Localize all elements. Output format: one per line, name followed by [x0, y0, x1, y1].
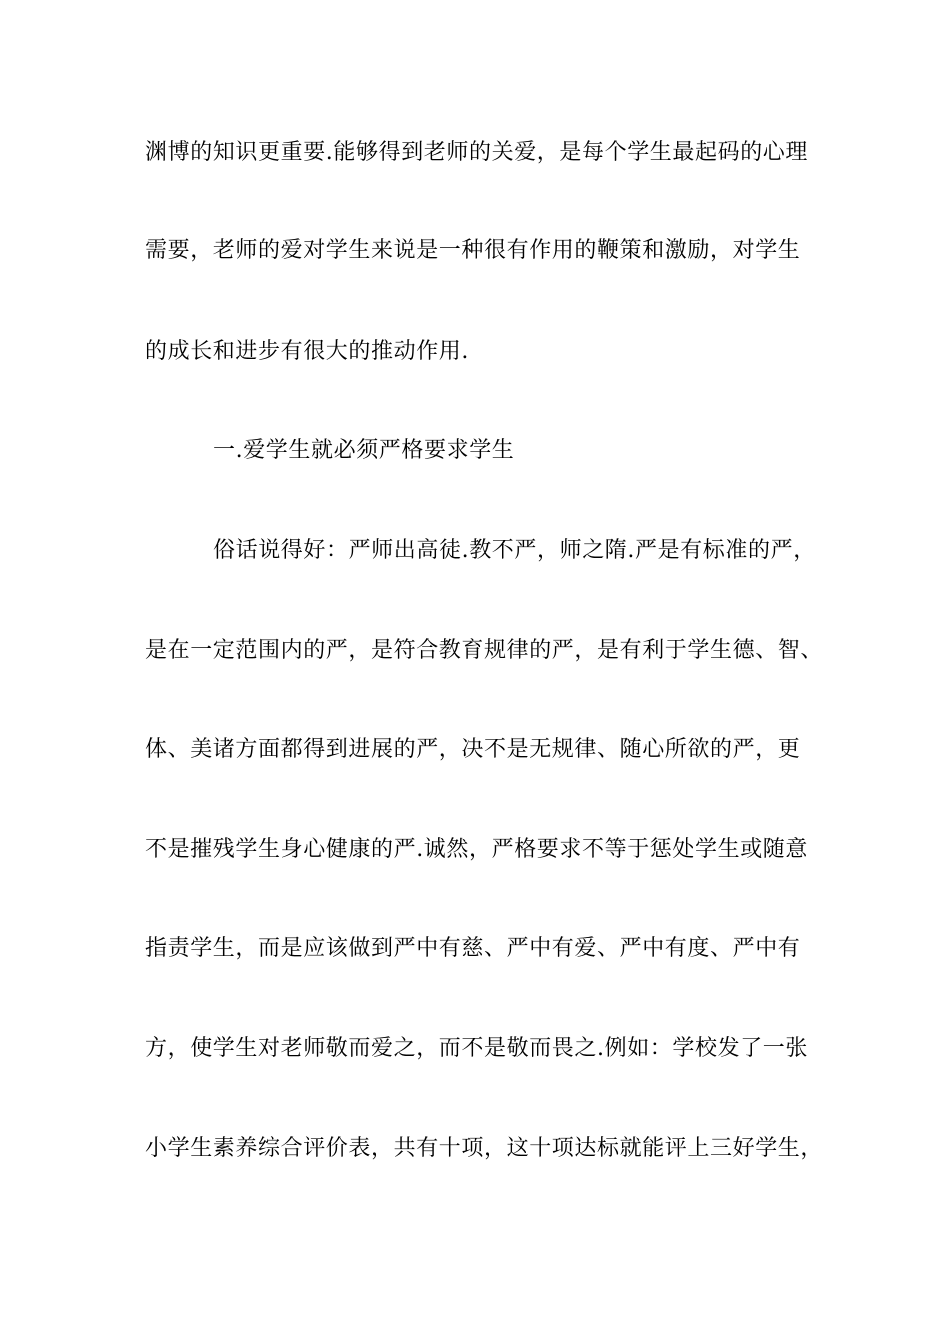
- paragraph-line: 小学生素养综合评价表，共有十项，这十项达标就能评上三好学生，: [145, 1136, 824, 1161]
- paragraph-line: 的成长和进步有很大的推动作用.: [145, 339, 469, 364]
- paragraph-line: 渊博的知识更重要.能够得到老师的关爱，是每个学生最起码的心理: [145, 140, 808, 165]
- paragraph-line: 不是摧残学生身心健康的严.诚然，严格要求不等于惩处学生或随意: [145, 837, 808, 862]
- paragraph-line: 俗话说得好：严师出高徒.教不严，师之隋.严是有标准的严，: [213, 538, 816, 563]
- paragraph-line: 体、美诸方面都得到进展的严，决不是无规律、随心所欲的严，更: [145, 737, 801, 762]
- paragraph-line: 需要，老师的爱对学生来说是一种很有作用的鞭策和激励，对学生: [145, 238, 801, 263]
- paragraph-line: 是在一定范围内的严，是符合教育规律的严，是有利于学生德、智、: [145, 638, 824, 663]
- paragraph-line: 方，使学生对老师敬而爱之，而不是敬而畏之.例如：学校发了一张: [145, 1036, 808, 1061]
- section-heading: 一.爱学生就必须严格要求学生: [213, 438, 515, 463]
- paragraph-line: 指责学生，而是应该做到严中有慈、严中有爱、严中有度、严中有: [145, 936, 801, 961]
